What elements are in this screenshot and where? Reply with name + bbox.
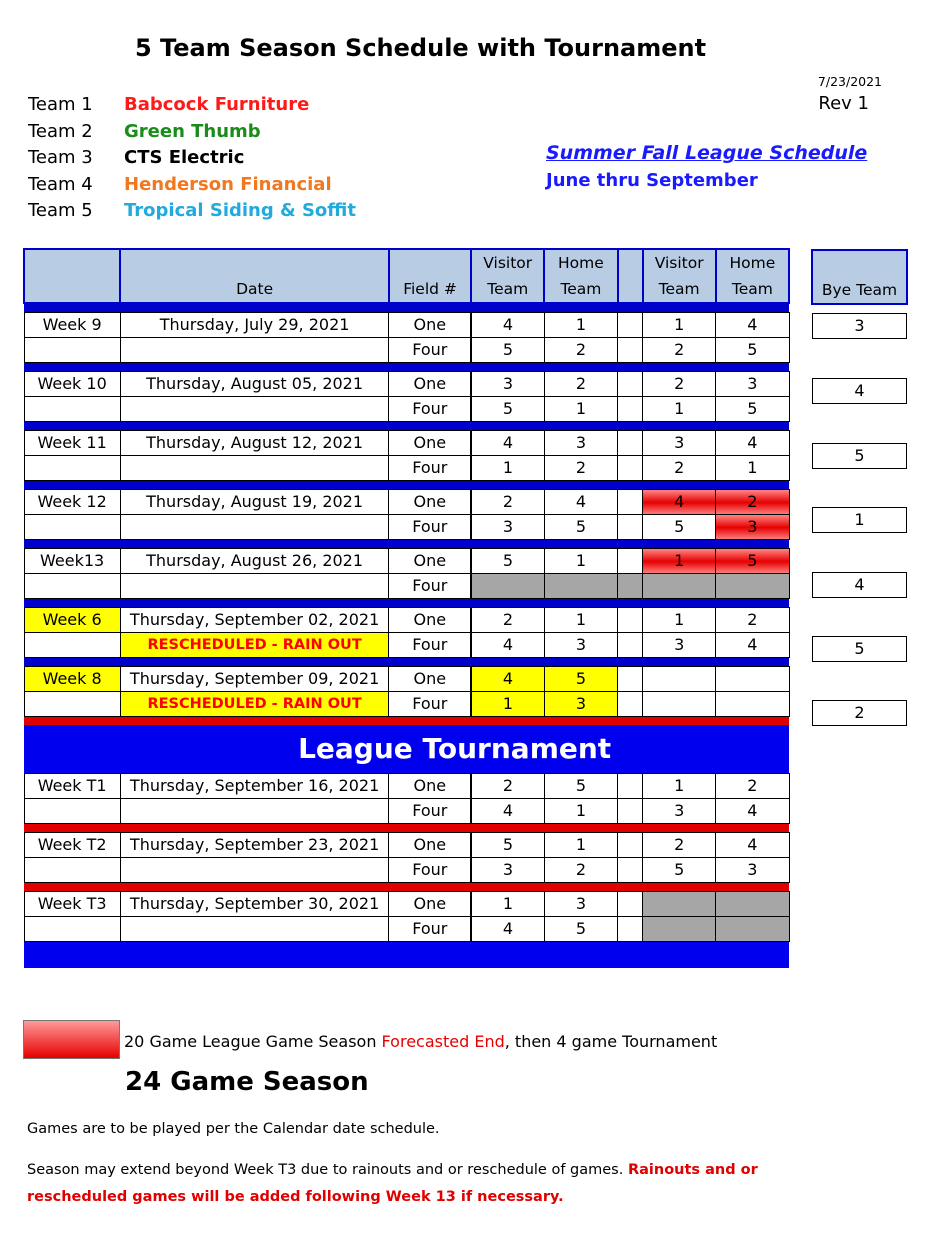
table-row: [24, 515, 789, 540]
home-cell-2: 4: [716, 431, 789, 456]
date-cell: Thursday, August 12, 2021: [120, 431, 389, 456]
separator-row: [24, 422, 789, 431]
week-cell: Week 9: [24, 313, 120, 338]
field-cell: One: [389, 490, 471, 515]
date-cell: Thursday, August 26, 2021: [120, 549, 389, 574]
rainout-note: RESCHEDULED - RAIN OUT: [120, 633, 389, 658]
field-cell: Four: [389, 574, 471, 599]
home-cell: 3: [544, 692, 617, 717]
home-cell: 5: [544, 774, 617, 799]
field-cell: One: [389, 833, 471, 858]
team-name: Babcock Furniture: [124, 94, 310, 115]
visitor-cell: 4: [471, 917, 544, 942]
home-cell-2: 1: [716, 456, 789, 481]
home-cell: 2: [544, 456, 617, 481]
visitor-cell: 1: [471, 892, 544, 917]
visitor-cell: 4: [471, 633, 544, 658]
field-cell: One: [389, 549, 471, 574]
visitor-cell-2: [643, 917, 716, 942]
separator: [24, 363, 789, 372]
separator-row: [24, 303, 789, 313]
visitor-cell: 5: [471, 833, 544, 858]
home-cell: 2: [544, 858, 617, 883]
home-cell: 1: [544, 833, 617, 858]
visitor-cell-2: 1: [643, 608, 716, 633]
separator-row: [24, 481, 789, 490]
week-cell: [24, 692, 120, 717]
schedule-body: [24, 249, 789, 968]
date-cell: [120, 574, 389, 599]
field-cell: One: [389, 892, 471, 917]
table-row: [24, 608, 789, 633]
spacer-cell: [618, 549, 643, 574]
team-name: CTS Electric: [124, 147, 245, 168]
separator-row: [24, 717, 789, 726]
bye-team-cell: 5: [812, 443, 907, 469]
date-cell: [120, 456, 389, 481]
visitor-cell-2: 2: [643, 833, 716, 858]
table-row: [24, 397, 789, 422]
home-cell: 2: [544, 372, 617, 397]
home-cell-2: [716, 692, 789, 717]
table-row: [24, 313, 789, 338]
spacer-cell: [618, 633, 643, 658]
visitor-cell: 4: [471, 431, 544, 456]
spacer-cell: [618, 692, 643, 717]
header-row: [24, 249, 789, 303]
spacer-cell: [618, 490, 643, 515]
visitor-cell-2: 4: [643, 490, 716, 515]
table-footer: [24, 942, 789, 969]
team-label: Team 1: [28, 94, 93, 115]
field-cell: One: [389, 313, 471, 338]
field-cell: One: [389, 372, 471, 397]
field-cell: Four: [389, 515, 471, 540]
home-cell: 1: [544, 397, 617, 422]
spacer-cell: [618, 515, 643, 540]
visitor-cell-2: 5: [643, 515, 716, 540]
spacer-cell: [618, 338, 643, 363]
table-row: [24, 338, 789, 363]
revision-label: Rev 1: [818, 93, 869, 114]
visitor-cell: 4: [471, 799, 544, 824]
week-cell: Week T1: [24, 774, 120, 799]
table-row: [24, 372, 789, 397]
visitor-cell: 2: [471, 608, 544, 633]
separator-row: [24, 824, 789, 833]
field-cell: Four: [389, 692, 471, 717]
week-cell: [24, 338, 120, 363]
team-row: [28, 198, 356, 225]
separator-row: [24, 883, 789, 892]
home-cell-2: 5: [716, 549, 789, 574]
home-cell-2: [716, 574, 789, 599]
team-label: Team 5: [28, 200, 93, 221]
home-cell-2: [716, 917, 789, 942]
date-cell: [120, 858, 389, 883]
date-cell: [120, 338, 389, 363]
separator: [24, 599, 789, 608]
home-cell: 3: [544, 892, 617, 917]
visitor-cell-2: 2: [643, 372, 716, 397]
visitor-cell: 3: [471, 515, 544, 540]
bye-team-cell: 1: [812, 507, 907, 533]
home-cell-2: 3: [716, 372, 789, 397]
home-cell-2: 4: [716, 633, 789, 658]
header-field: Field #: [389, 249, 471, 303]
table-row: [24, 917, 789, 942]
table-row: [24, 574, 789, 599]
week-cell: Week 12: [24, 490, 120, 515]
home-cell-2: 4: [716, 799, 789, 824]
table-row: [24, 799, 789, 824]
home-cell: 5: [544, 917, 617, 942]
team-label: Team 4: [28, 173, 93, 195]
home-cell-2: 5: [716, 338, 789, 363]
legend-swatch: [23, 1020, 120, 1059]
week-cell: [24, 799, 120, 824]
spacer-cell: [618, 774, 643, 799]
visitor-cell: 4: [471, 313, 544, 338]
team-label: Team 3: [28, 147, 93, 168]
separator: [24, 540, 789, 549]
visitor-cell-2: 1: [643, 774, 716, 799]
home-cell-2: 5: [716, 397, 789, 422]
home-cell-2: 2: [716, 490, 789, 515]
separator-row: [24, 540, 789, 549]
separator-row: [24, 599, 789, 608]
spacer-cell: [618, 799, 643, 824]
revision-date: 7/23/2021: [817, 74, 882, 89]
date-cell: Thursday, August 05, 2021: [120, 372, 389, 397]
home-cell-2: [716, 667, 789, 692]
week-cell: [24, 574, 120, 599]
week-cell: [24, 456, 120, 481]
visitor-cell: 2: [471, 774, 544, 799]
note-line-2: Season may extend beyond Week T3 due to rainouts and or reschedule of games. Rainouts and or rescheduled games will be added following Week 13 if necessary.: [27, 1162, 758, 1205]
visitor-cell-2: 1: [643, 397, 716, 422]
visitor-cell: 5: [471, 397, 544, 422]
visitor-cell-2: 1: [643, 313, 716, 338]
home-cell-2: 2: [716, 774, 789, 799]
header-week: [24, 249, 120, 303]
week-cell: [24, 397, 120, 422]
table-row: [24, 667, 789, 692]
header-home: Home Team: [544, 249, 617, 303]
table-row: [24, 431, 789, 456]
visitor-cell-2: 1: [643, 549, 716, 574]
visitor-cell-2: 2: [643, 338, 716, 363]
visitor-cell-2: [643, 892, 716, 917]
tournament-spacer: [24, 725, 120, 774]
team-row: [28, 145, 356, 172]
date-cell: [120, 515, 389, 540]
bye-team-cell: 3: [812, 313, 907, 339]
week-cell: [24, 917, 120, 942]
visitor-cell-2: [643, 574, 716, 599]
separator: [24, 303, 789, 313]
home-cell-2: 2: [716, 608, 789, 633]
table-row: [24, 858, 789, 883]
field-cell: One: [389, 774, 471, 799]
week-cell: Week 6: [24, 608, 120, 633]
visitor-cell-2: 3: [643, 799, 716, 824]
home-cell: [544, 574, 617, 599]
team-row: [28, 172, 356, 199]
field-cell: Four: [389, 338, 471, 363]
home-cell-2: 4: [716, 833, 789, 858]
visitor-cell-2: [643, 692, 716, 717]
spacer-cell: [618, 372, 643, 397]
team-name: Tropical Siding & Soffit: [124, 200, 356, 221]
home-cell: 3: [544, 633, 617, 658]
week-cell: [24, 633, 120, 658]
home-cell: 1: [544, 799, 617, 824]
header-date: Date: [120, 249, 389, 303]
spacer-cell: [618, 313, 643, 338]
spacer-cell: [618, 833, 643, 858]
visitor-cell-2: [643, 667, 716, 692]
date-cell: Thursday, September 09, 2021: [120, 667, 389, 692]
tournament-title: League Tournament: [120, 725, 789, 774]
field-cell: Four: [389, 633, 471, 658]
visitor-cell: 3: [471, 858, 544, 883]
header-home-2: Home Team: [716, 249, 789, 303]
spacer-cell: [618, 917, 643, 942]
table-row: [24, 692, 789, 717]
home-cell-2: 3: [716, 858, 789, 883]
field-cell: Four: [389, 799, 471, 824]
visitor-cell: 3: [471, 372, 544, 397]
week-cell: Week 10: [24, 372, 120, 397]
footer-bar: [24, 942, 789, 969]
tournament-row: [24, 725, 789, 774]
spacer-cell: [618, 608, 643, 633]
team-list: [28, 92, 356, 225]
table-row: [24, 892, 789, 917]
table-row: [24, 456, 789, 481]
visitor-cell: 5: [471, 338, 544, 363]
table-row: [24, 633, 789, 658]
week-cell: Week 8: [24, 667, 120, 692]
visitor-cell-2: 5: [643, 858, 716, 883]
rainout-note: RESCHEDULED - RAIN OUT: [120, 692, 389, 717]
bye-team-cell: 4: [812, 572, 907, 598]
home-cell-2: [716, 892, 789, 917]
separator: [24, 824, 789, 833]
legend-text: 20 Game League Game Season Forecasted End, then 4 game Tournament: [124, 1032, 718, 1051]
separator: [24, 883, 789, 892]
separator: [24, 717, 789, 726]
league-title: Summer Fall League Schedule: [546, 142, 868, 164]
visitor-cell-2: 3: [643, 431, 716, 456]
bye-team-cell: 4: [812, 378, 907, 404]
table-row: [24, 833, 789, 858]
field-cell: Four: [389, 858, 471, 883]
field-cell: One: [389, 667, 471, 692]
separator: [24, 481, 789, 490]
home-cell: 5: [544, 667, 617, 692]
date-cell: [120, 917, 389, 942]
home-cell: 4: [544, 490, 617, 515]
note-line-1: Games are to be played per the Calendar date schedule.: [27, 1121, 440, 1137]
table-row: [24, 490, 789, 515]
date-cell: Thursday, August 19, 2021: [120, 490, 389, 515]
separator-row: [24, 658, 789, 667]
week-cell: [24, 858, 120, 883]
page-title: 5 Team Season Schedule with Tournament: [135, 34, 707, 62]
bye-team-cell: 5: [812, 636, 907, 662]
separator: [24, 422, 789, 431]
date-cell: Thursday, September 16, 2021: [120, 774, 389, 799]
home-cell: 5: [544, 515, 617, 540]
league-subtitle: June thru September: [546, 170, 758, 191]
date-cell: Thursday, September 02, 2021: [120, 608, 389, 633]
visitor-cell-2: 3: [643, 633, 716, 658]
team-row: [28, 92, 356, 119]
week-cell: Week T3: [24, 892, 120, 917]
visitor-cell: 1: [471, 692, 544, 717]
separator: [24, 658, 789, 667]
table-row: [24, 549, 789, 574]
team-row: [28, 119, 356, 146]
team-name: Green Thumb: [124, 120, 261, 142]
visitor-cell: 4: [471, 667, 544, 692]
field-cell: One: [389, 608, 471, 633]
table-row: [24, 774, 789, 799]
field-cell: Four: [389, 917, 471, 942]
visitor-cell: 1: [471, 456, 544, 481]
season-label: 24 Game Season: [125, 1067, 369, 1097]
spacer-cell: [618, 456, 643, 481]
visitor-cell: 5: [471, 549, 544, 574]
bye-team-cell: 2: [812, 700, 907, 726]
team-label: Team 2: [28, 120, 93, 142]
home-cell: 2: [544, 338, 617, 363]
date-cell: Thursday, September 30, 2021: [120, 892, 389, 917]
visitor-cell: [471, 574, 544, 599]
home-cell: 3: [544, 431, 617, 456]
date-cell: Thursday, September 23, 2021: [120, 833, 389, 858]
team-name: Henderson Financial: [124, 173, 332, 195]
spacer-cell: [618, 892, 643, 917]
spacer-cell: [618, 574, 643, 599]
date-cell: Thursday, July 29, 2021: [120, 313, 389, 338]
week-cell: Week13: [24, 549, 120, 574]
home-cell: 1: [544, 608, 617, 633]
header-visitor-2: Visitor Team: [643, 249, 716, 303]
date-cell: [120, 397, 389, 422]
field-cell: Four: [389, 456, 471, 481]
week-cell: Week T2: [24, 833, 120, 858]
date-cell: [120, 799, 389, 824]
spacer-cell: [618, 397, 643, 422]
separator-row: [24, 363, 789, 372]
home-cell: 1: [544, 549, 617, 574]
field-cell: Four: [389, 397, 471, 422]
schedule-table: [23, 248, 790, 968]
home-cell-2: 4: [716, 313, 789, 338]
bye-team-header: Bye Team: [811, 249, 908, 305]
spacer-cell: [618, 431, 643, 456]
home-cell-2: 3: [716, 515, 789, 540]
visitor-cell: 2: [471, 490, 544, 515]
header-visitor: Visitor Team: [471, 249, 544, 303]
field-cell: One: [389, 431, 471, 456]
header-spacer: [618, 249, 643, 303]
week-cell: Week 11: [24, 431, 120, 456]
spacer-cell: [618, 667, 643, 692]
home-cell: 1: [544, 313, 617, 338]
spacer-cell: [618, 858, 643, 883]
week-cell: [24, 515, 120, 540]
visitor-cell-2: 2: [643, 456, 716, 481]
